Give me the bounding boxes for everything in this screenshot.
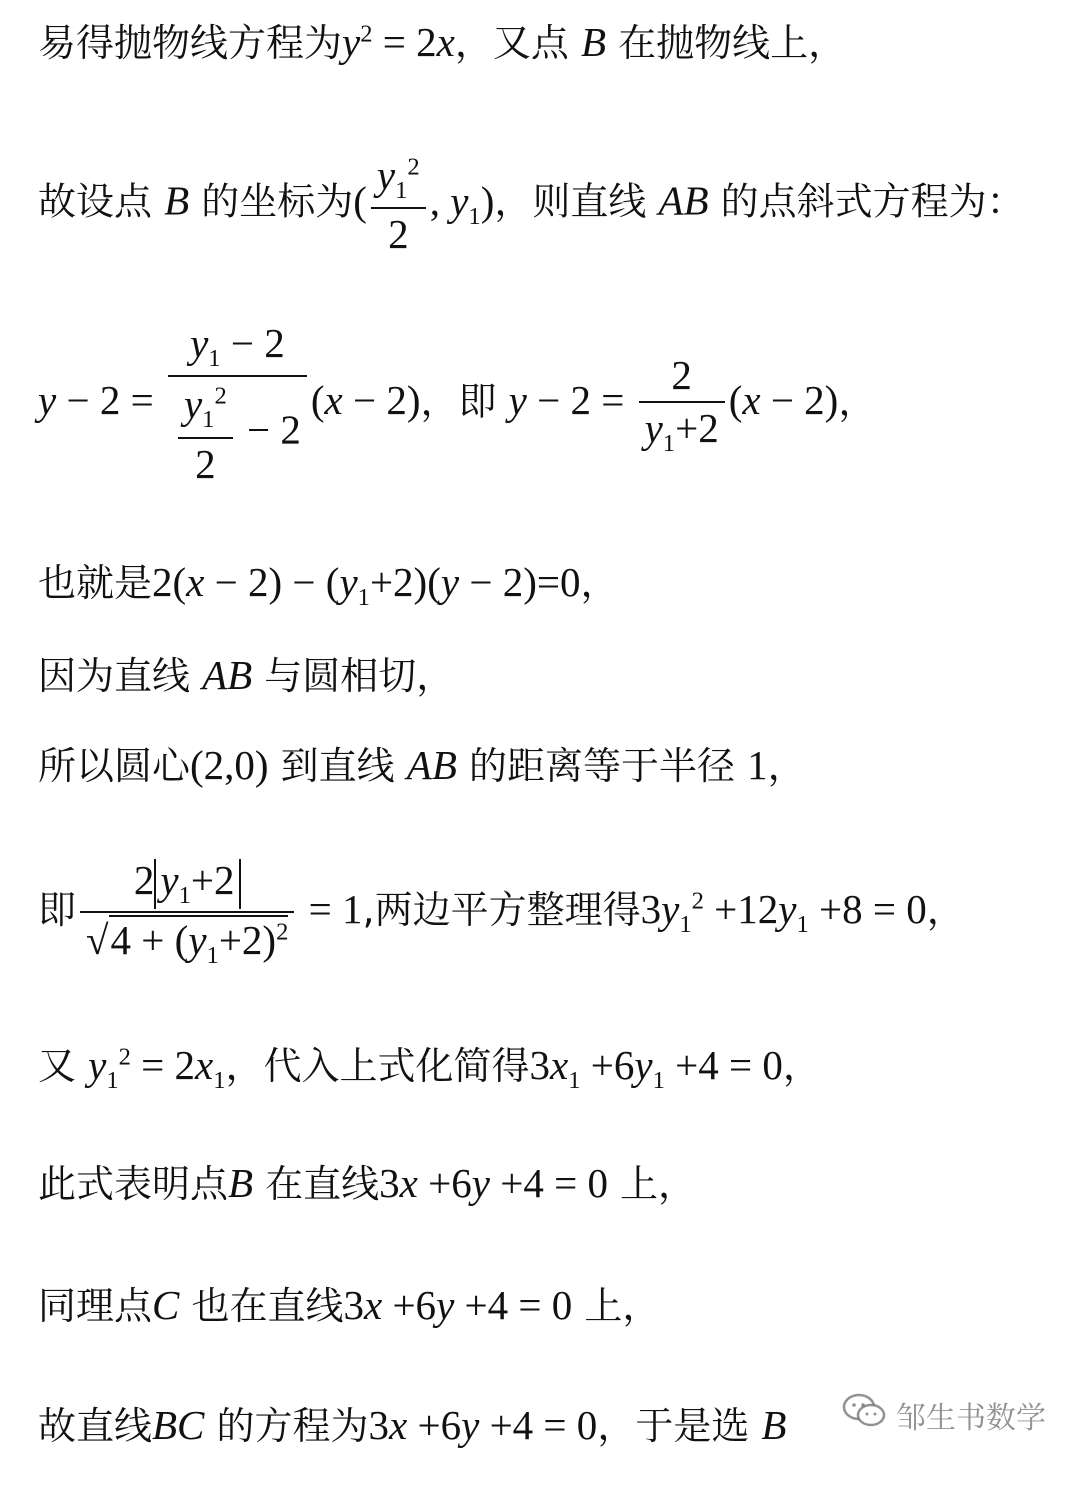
text: 的点斜式方程为： <box>720 179 1025 224</box>
equation: y − 2 = $\frac{2}{y_1+2}$ (x − 2) <box>508 351 839 458</box>
point-label: B <box>228 1160 254 1206</box>
coordinate-expression: ( $\frac{y_1^2}{2}$ , $y_1$) <box>353 152 495 258</box>
text: ，即 <box>420 379 497 424</box>
line-3 <box>38 318 876 492</box>
line-6 <box>38 742 806 788</box>
equation: $y_1^2 = 2x_1$ <box>88 1042 226 1095</box>
line-2 <box>38 150 1025 261</box>
text: 易得抛物线方程为 <box>38 21 343 65</box>
equation: 3x +6y +4 = 0 <box>379 1160 608 1206</box>
line-10 <box>38 1282 661 1328</box>
equation: $3x_1 +6y_1 +4 = 0$ <box>529 1042 783 1095</box>
line-5 <box>38 652 455 698</box>
wechat-icon <box>842 1393 886 1437</box>
point-label: B <box>164 177 190 224</box>
line-11 <box>38 1402 787 1448</box>
text: 故直线 <box>38 1404 153 1448</box>
line-9 <box>38 1160 697 1206</box>
text: ， <box>926 888 965 933</box>
line-7 <box>38 855 965 972</box>
equation: $y^2 = 2x$ <box>342 19 455 65</box>
line-label: AB <box>406 742 457 788</box>
text: 上， <box>584 1284 661 1328</box>
text: 又 <box>38 1044 77 1088</box>
line-label: AB <box>202 652 253 698</box>
text: 同理点 <box>38 1284 153 1328</box>
line-8 <box>38 1042 821 1095</box>
text: 故设点 <box>38 179 153 224</box>
text: 在抛物线上， <box>618 21 847 65</box>
text: ，则直线 <box>494 179 647 224</box>
line-label: AB <box>658 177 709 224</box>
text: 也就是 <box>38 561 153 605</box>
text: 即 <box>38 888 77 933</box>
equation: $2(x - 2) - (y_1+2)(y - 2)=0$ <box>152 559 581 612</box>
line-1 <box>38 19 847 65</box>
text: 与圆相切， <box>264 654 455 698</box>
equation: $3y_1^2 +12y_1 +8 = 0$ <box>640 886 927 939</box>
equation: 3x +6y +4 = 0 <box>368 1402 598 1448</box>
text: ， <box>838 379 877 424</box>
text: ， <box>782 1044 821 1088</box>
watermark <box>842 1393 1046 1437</box>
text: 上， <box>620 1162 697 1206</box>
text: 到直线 <box>280 744 395 788</box>
equation: 3x +6y +4 = 0 <box>343 1282 573 1328</box>
text: 的坐标为 <box>201 179 354 224</box>
circle-center: (2,0) <box>190 742 269 788</box>
distance-equation: $\frac{2 y_1+2}{√4 + (y_1+2)^2}$ = 1 <box>76 886 363 932</box>
text: 所以圆心 <box>38 744 191 788</box>
text: ， <box>580 561 619 605</box>
text: 在直线 <box>265 1162 380 1206</box>
text: 此式表明点 <box>38 1162 229 1206</box>
text: ， <box>767 744 806 788</box>
line-label: BC <box>152 1402 205 1448</box>
text: 的方程为 <box>216 1404 369 1448</box>
text: ，又点 <box>454 21 569 65</box>
text: 因为直线 <box>38 654 191 698</box>
watermark-text: 邹生书数学 <box>896 1401 1046 1436</box>
text: ，代入上式化简得 <box>225 1044 530 1088</box>
point-label: C <box>152 1282 180 1328</box>
text: ，于是选 <box>597 1404 750 1448</box>
text: 也在直线 <box>191 1284 344 1328</box>
text: ,两边平方整理得 <box>362 888 641 933</box>
point-label: B <box>580 19 606 65</box>
radius-value: 1 <box>747 742 768 788</box>
line-4 <box>38 559 619 612</box>
text: 的距离等于半径 <box>468 744 735 788</box>
equation: y − 2 = $y_1 - 2$ $\frac{y_1^2}{2}$ − 2 (x − 2) <box>38 320 421 487</box>
choice-label: B <box>761 1402 787 1448</box>
